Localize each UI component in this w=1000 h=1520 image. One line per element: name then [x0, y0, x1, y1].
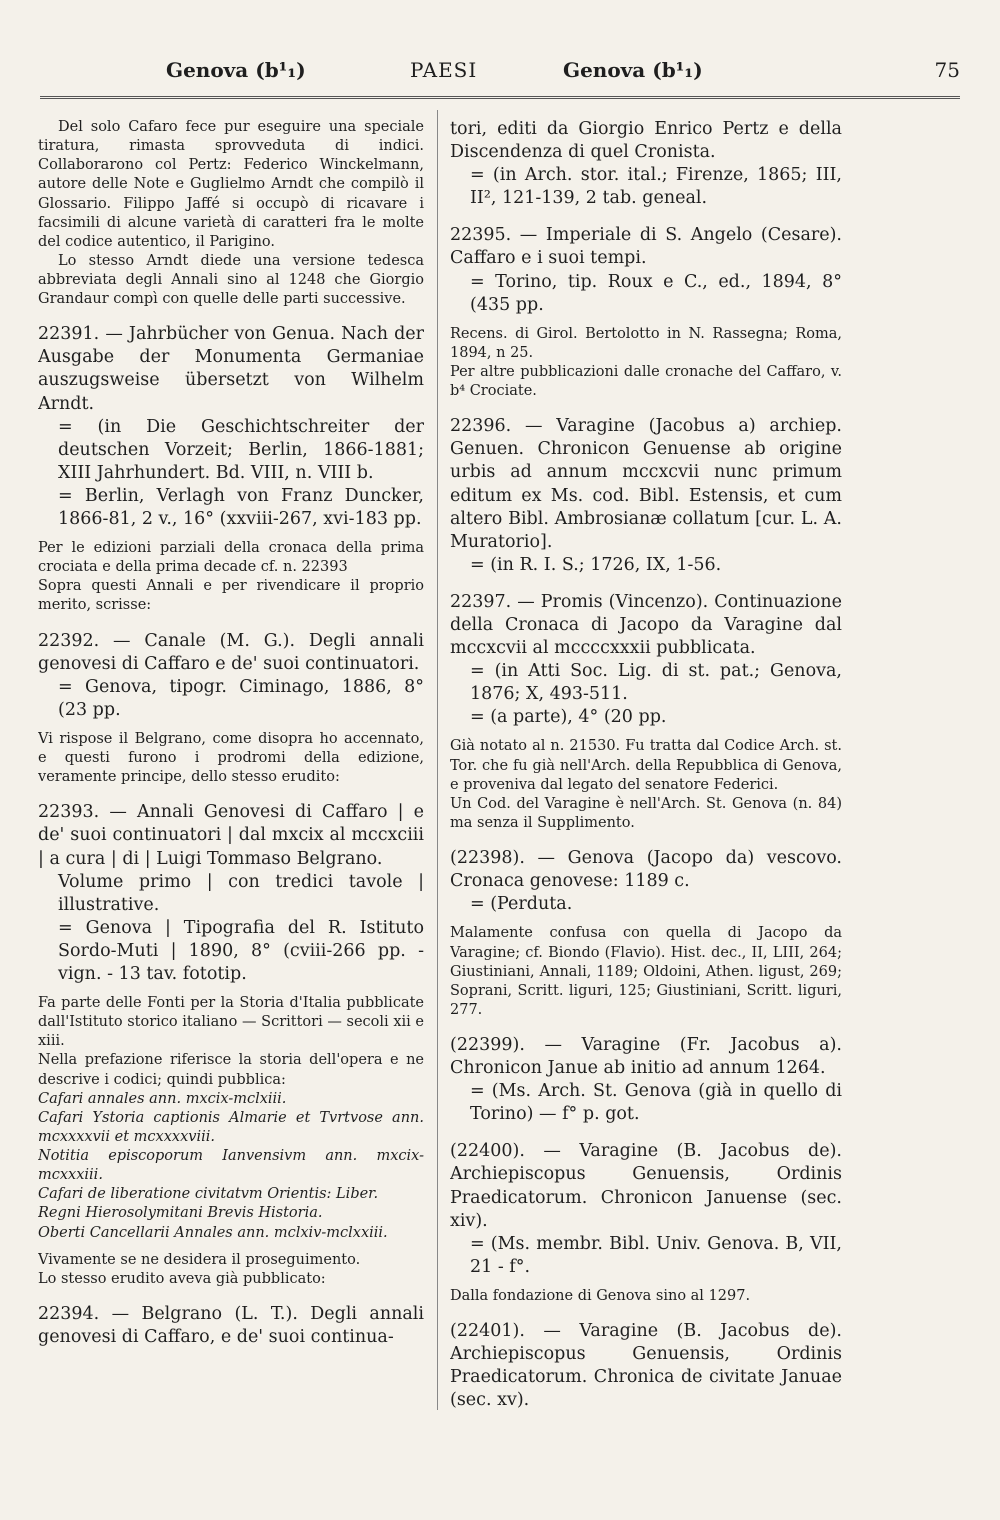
entry-22398-note: Malamente confusa con quella di Jacopo da Varagine; cf. Biondo (Flavio). Hist. dec., II, LIII, 264; Giustiniani, Annali, 1189; Oldoini, Athen. ligust, 269; Soprani, Scritt. liguri, 125; Giustiniani, Scritt. liguri, 277. [450, 925, 842, 1018]
contents-item: Cafari annales ann. mxcix-mclxiii. [38, 1090, 287, 1107]
entry-22400-heading: (22400). — Varagine (B. Jacobus de). Archiepiscopus Genuensis, Ordinis Praedicatorum. Chronicon Januense (sec. xiv). [450, 1141, 842, 1231]
column-divider [437, 110, 438, 1410]
entry-22397-publication: = (a parte), 4° (20 pp. [470, 707, 667, 728]
entry-22395-publication: = Torino, tip. Roux e C., ed., 1894, 8° (435 pp. [470, 271, 842, 315]
entry-22393-heading: 22393. — Annali Genovesi di Caffaro | e de' suoi continuatori | dal mxcix al mccxciii | a cura | di | Luigi Tommaso Belgrano. [38, 802, 424, 869]
entry-22400-note: Dalla fondazione di Genova sino al 1297. [450, 1287, 751, 1304]
page-number: 75 [934, 58, 960, 82]
entry-22398-heading: (22398). — Genova (Jacopo da) vescovo. Cronaca genovese: 1189 c. [450, 848, 842, 892]
entry-22394-publication: = (in Arch. stor. ital.; Firenze, 1865; III, II², 121-139, 2 tab. geneal. [470, 165, 842, 209]
left-column [38, 118, 424, 1349]
entry-22395-note: Recens. di Girol. Bertolotto in N. Rassegna; Roma, 1894, n 25. [450, 325, 842, 361]
entry-22392-publication: = Genova, tipogr. Ciminago, 1886, 8° (23 pp. [58, 676, 424, 720]
right-column [450, 118, 842, 1412]
entry-22392-note: Vi rispose il Belgrano, come disopra ho accennato, e questi furono i prodromi della edizione, veramente principe, dello stesso erudito: [38, 730, 424, 786]
entry-22393-note: Lo stesso erudito aveva già pubblicato: [38, 1270, 326, 1287]
entry-22391-heading: 22391. — Jahrbücher von Genua. Nach der Ausgabe der Monumenta Germaniae auszugsweise übersetzt von Wilhelm Arndt. [38, 324, 424, 414]
entry-22391-note: Per le edizioni parziali della cronaca della prima crociata e della prima decade cf. n. 22393 [38, 540, 424, 576]
entry-22400-publication: = (Ms. membr. Bibl. Univ. Genova. B, VII, 21 - f°. [470, 1233, 842, 1277]
running-header [40, 58, 960, 92]
entry-22399-publication: = (Ms. Arch. St. Genova (già in quello di Torino) — f° p. got. [470, 1081, 842, 1125]
entry-22393-note: Nella prefazione riferisce la storia dell'opera e ne descrive i codici; quindi pubblica: [38, 1052, 424, 1088]
contents-item: Regni Hierosolymitani Brevis Historia. [38, 1205, 323, 1222]
entry-22397-publication: = (in Atti Soc. Lig. di st. pat.; Genova, 1876; X, 493-511. [470, 661, 842, 705]
contents-item: Cafari Ystoria captionis Almarie et Tvrtvose ann. mcxxxxvii et mcxxxxviii. [38, 1109, 424, 1145]
contents-item: Notitia episcoporum Ianvensivm ann. mxcix-mcxxxiii. [38, 1148, 424, 1184]
entry-22393-volume: Volume primo | con tredici tavole | illustrative. [58, 871, 424, 915]
header-right-title: Genova (b¹₁) [563, 58, 703, 82]
entry-22401-heading: (22401). — Varagine (B. Jacobus de). Archiepiscopus Genuensis, Ordinis Praedicatorum. Chronica de civitate Januae (sec. xv). [450, 1321, 842, 1411]
header-left-title: Genova (b¹₁) [166, 58, 306, 82]
entry-22393-note: Fa parte delle Fonti per la Storia d'Italia pubblicate dall'Istituto storico italiano — Scrittori — secoli xii e xiii. [38, 995, 424, 1050]
entry-22398-publication: = (Perduta. [470, 894, 573, 915]
entry-22392-heading: 22392. — Canale (M. G.). Degli annali genovesi di Caffaro e de' suoi continuatori. [38, 630, 424, 674]
entry-22399-heading: (22399). — Varagine (Fr. Jacobus a). Chronicon Janue ab initio ad annum 1264. [450, 1035, 842, 1079]
intro-paragraph: Lo stesso Arndt diede una versione tedesca abbreviata degli Annali sino al 1248 che Giorgio Grandaur compì con quelle delle parti successive. [38, 252, 424, 308]
entry-22394-heading: 22394. — Belgrano (L. T.). Degli annali genovesi di Caffaro, e de' suoi continua- [38, 1303, 424, 1348]
entry-22391-note: Sopra questi Annali e per rivendicare il proprio merito, scrisse: [38, 578, 424, 614]
entry-22391-publication: = (in Die Geschichtschreiter der deutschen Vorzeit; Berlin, 1866-1881; XIII Jahrhundert. Bd. VIII, n. VIII b. [58, 416, 424, 483]
entry-22397-heading: 22397. — Promis (Vincenzo). Continuazione della Cronaca di Jacopo da Varagine dal mccxcvii al mccccxxxii pubblicata. [450, 591, 842, 659]
entry-22396-publication: = (in R. I. S.; 1726, IX, 1-56. [470, 554, 722, 575]
header-rule [40, 96, 960, 99]
header-section-title: PAESI [410, 58, 478, 82]
entry-22395-heading: 22395. — Imperiale di S. Angelo (Cesare). Caffaro e i suoi tempi. [450, 225, 842, 269]
entry-22397-note: Già notato al n. 21530. Fu tratta dal Codice Arch. st. Tor. che fu già nell'Arch. della Repubblica di Genova, e proveniva dal legato del senatore Federici. [450, 738, 842, 793]
entry-22391-publication: = Berlin, Verlagh von Franz Duncker, 1866-81, 2 v., 16° (xxviii-267, xvi-183 pp. [58, 485, 424, 529]
entry-22397-note: Un Cod. del Varagine è nell'Arch. St. Genova (n. 84) ma senza il Supplimento. [450, 795, 842, 831]
intro-paragraph: Del solo Cafaro fece pur eseguire una speciale tiratura, rimasta sprovveduta di indici. Collaborarono col Pertz: Federico Winckelmann, autore delle Note e Guglielmo Arndt che compilò il Glossario. Filippo Jaffé si occupò di ricavare i facsimili di alcune varietà di caratteri fra le molte del codice autentico, il Parigino. [38, 119, 424, 250]
contents-item: Cafari de liberatione civitatvm Orientis: Liber. [38, 1186, 379, 1203]
entry-22394-continuation: tori, editi da Giorgio Enrico Pertz e della Discendenza di quel Cronista. [450, 119, 842, 163]
entry-22393-note: Vivamente se ne desidera il proseguimento. [38, 1251, 361, 1268]
contents-item: Oberti Cancellarii Annales ann. mclxiv-mclxxiii. [38, 1224, 388, 1241]
entry-22395-note: Per altre pubblicazioni dalle cronache del Caffaro, v. b⁴ Crociate. [450, 364, 842, 400]
entry-22396-heading: 22396. — Varagine (Jacobus a) archiep. Genuen. Chronicon Genuense ab origine urbis ad annum mccxcvii nunc primum editum ex Ms. cod. Bibl. Estensis, et cum altero Bibl. Ambrosianæ collatum [cur. L. A. Muratorio]. [450, 416, 842, 552]
entry-22393-publication: = Genova | Tipografia del R. Istituto Sordo-Muti | 1890, 8° (cviii-266 pp. - vign. - 13 tav. fototip. [58, 917, 424, 984]
